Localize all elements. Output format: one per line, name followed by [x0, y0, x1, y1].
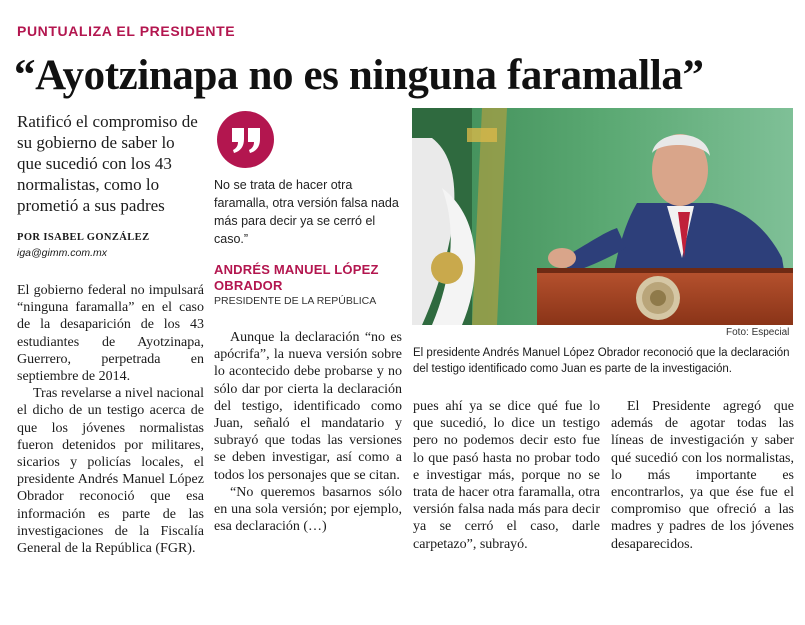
- paragraph: El gobierno federal no impulsará “ninguna faramalla” en el caso de la desaparición de los 43 estudiantes de Ayotzinapa, Guerrero, perpetrada en septiembre de 2014.: [17, 283, 204, 385]
- paragraph: Aunque la declaración “no es apócrifa”, la nueva versión sobre lo acontecido debe probarse y no sólo dar por cierta la declaración del testigo, identificado como Juan, señaló el mandatario y subrayó que todas las versiones se deben investigar, así como a todos los personajes que se citan.: [214, 330, 402, 483]
- photo-caption: El presidente Andrés Manuel López Obrador reconoció que la declaración del testigo identificado como Juan es parte de la investigación.: [413, 347, 790, 375]
- paragraph: El Presidente agregó que además de agotar todas las líneas de investigación y saber qué sucedió con los normalistas, lo más importante es encontrarlos, ya que ése fue el compromiso que ofreció a las madres y padres de los jóvenes desaparecidos.: [611, 399, 794, 552]
- photo-credit: Foto: Especial: [726, 327, 790, 338]
- author-email: iga@gimm.com.mx: [17, 247, 108, 259]
- deck-summary: Ratificó el compromiso de su gobierno de saber lo que sucedió con los 43 normalistas, como lo prometió a sus padres: [17, 112, 198, 215]
- pull-quote-role: PRESIDENTE DE LA REPÚBLICA: [214, 295, 377, 307]
- paragraph: “No queremos basarnos sólo en una sola versión; por ejemplo, esa declaración (…): [214, 484, 402, 535]
- article-column-1: [17, 282, 204, 557]
- pull-quote-text: No se trata de hacer otra faramalla, otra versión falsa nada más para decir ya se cerró el caso.”: [214, 178, 399, 246]
- paragraph: pues ahí ya se dice qué fue lo que sucedió, lo dice un testigo pero no podemos decir esto fue lo que pasó hasta no probar todo e investigar más, porque no se trata de hacer otra faramalla, otra versión falsa nada más para decir ya se cerró el caso, darle carpetazo”, subrayó.: [413, 399, 600, 552]
- article-column-4: [611, 398, 794, 553]
- article-column-3: [413, 398, 600, 553]
- paragraph: Tras revelarse a nivel nacional el dicho de un testigo acerca de que los jóvenes normalistas fueron detenidos por militares, sicarios y policías locales, el presidente Andrés Manuel López Obrador reconoció que esa información es parte de las investigaciones de la Fiscalía General de la República (FGR).: [17, 386, 204, 557]
- headline: “Ayotzinapa no es ninguna faramalla”: [14, 52, 704, 99]
- section-kicker: PUNTUALIZA EL PRESIDENTE: [17, 23, 236, 39]
- byline: POR ISABEL GONZÁLEZ: [17, 232, 150, 243]
- news-photo: [412, 108, 793, 325]
- article-column-2: [214, 329, 402, 535]
- quote-icon: [217, 111, 274, 168]
- pull-quote-author: ANDRÉS MANUEL LÓPEZ OBRADOR: [214, 262, 379, 293]
